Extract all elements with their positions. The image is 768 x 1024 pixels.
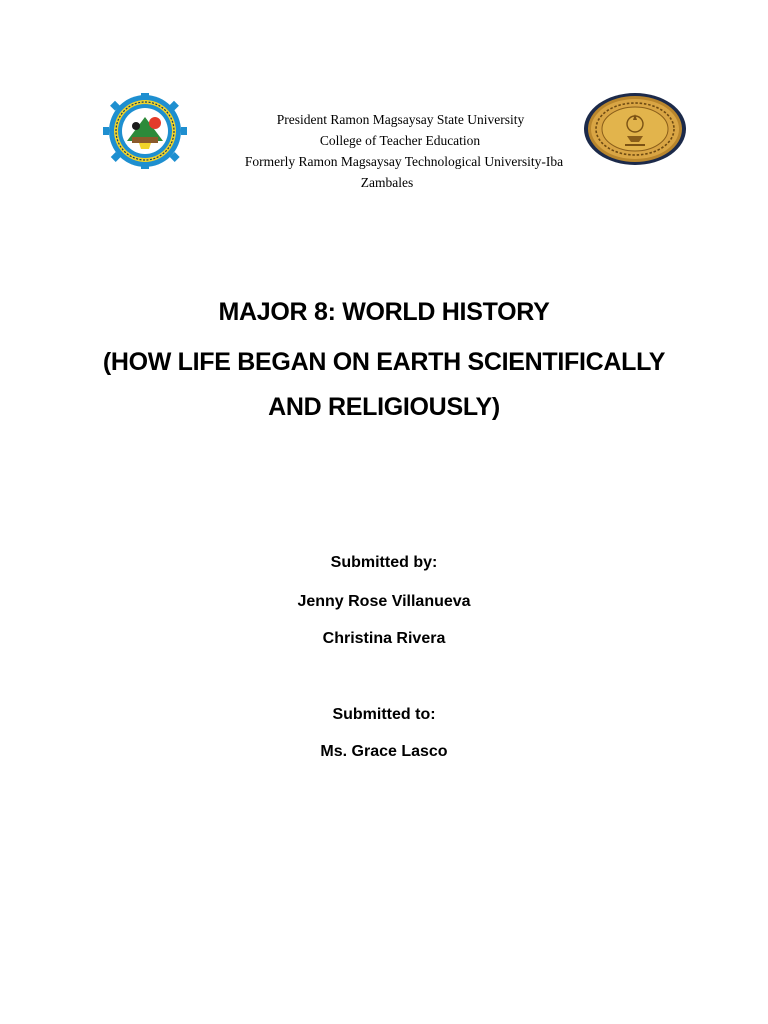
submitted-by-label: Submitted by: <box>330 554 438 571</box>
university-name: President Ramon Magsaysay State University <box>276 112 525 127</box>
submitted-to-label: Submitted to: <box>332 706 436 723</box>
topic-title-line-1: (HOW LIFE BEGAN ON EARTH SCIENTIFICALLY <box>102 348 666 376</box>
submitter-name: Jenny Rose Villanueva <box>297 593 471 610</box>
instructor-name: Ms. Grace Lasco <box>320 743 448 760</box>
prmsu-seal-logo-icon <box>583 92 687 166</box>
college-name: College of Teacher Education <box>319 133 481 148</box>
college-of-teacher-education-logo-icon <box>99 93 191 169</box>
former-name: Formerly Ramon Magsaysay Technological University-Iba <box>244 154 564 169</box>
province-name: Zambales <box>360 175 414 190</box>
topic-title-line-2: AND RELIGIOUSLY) <box>268 393 500 421</box>
document-title <box>0 292 768 430</box>
course-title: MAJOR 8: WORLD HISTORY <box>218 298 550 326</box>
submitter-name: Christina Rivera <box>322 630 446 647</box>
